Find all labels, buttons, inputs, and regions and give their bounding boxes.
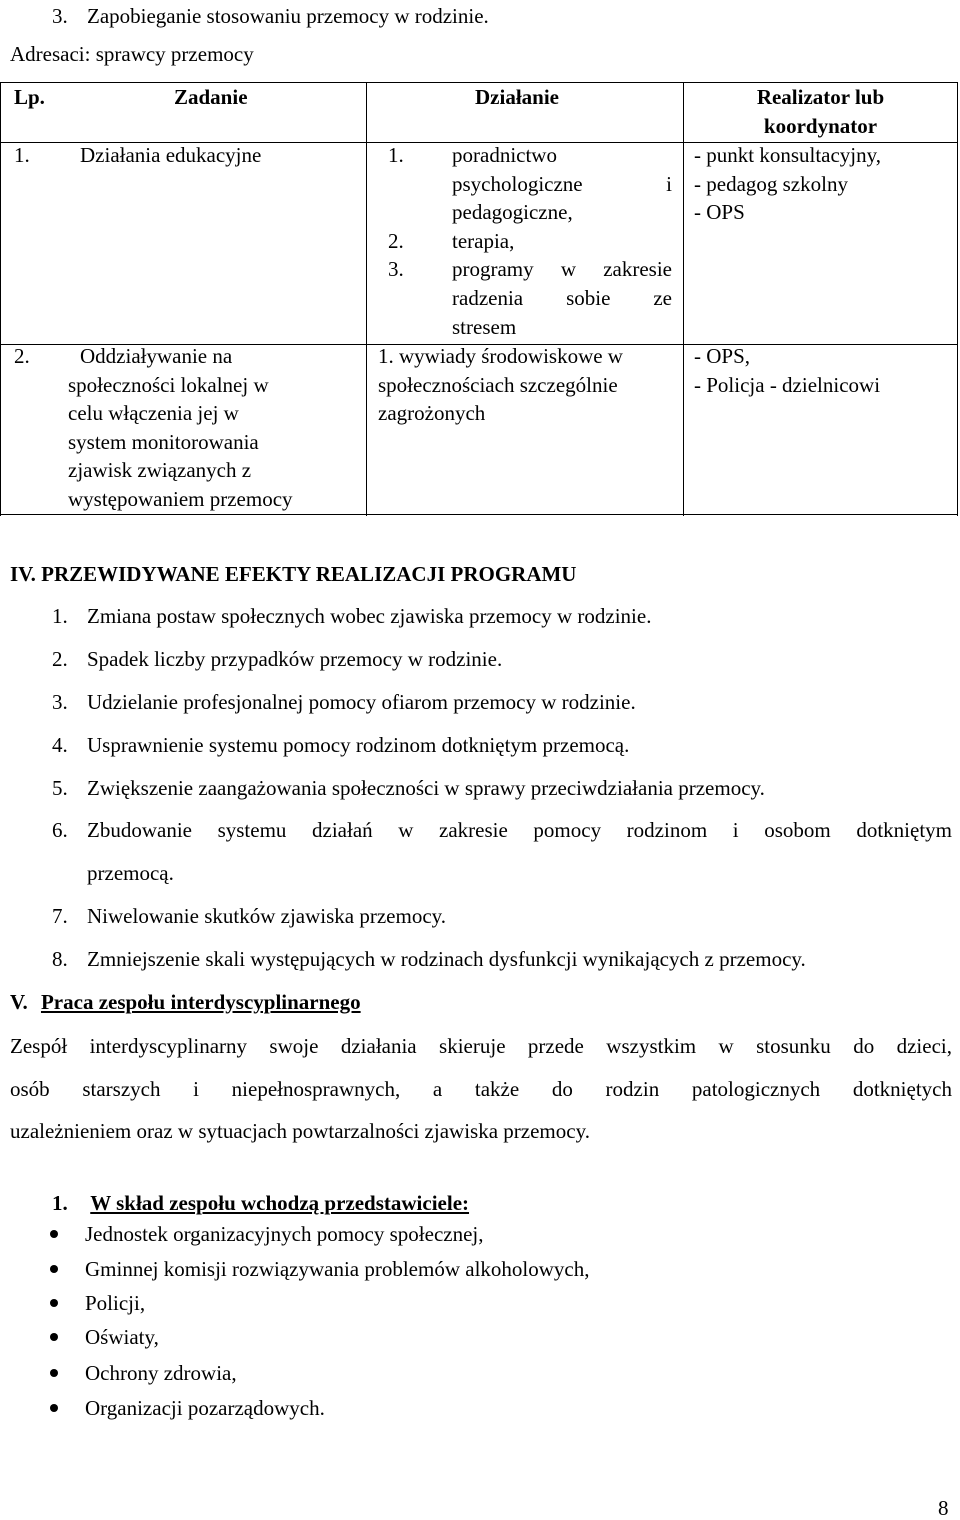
- header-zadanie: Zadanie: [174, 85, 248, 109]
- team-member-text: Oświaty,: [85, 1325, 159, 1349]
- effect-item-number: 1.: [52, 604, 68, 628]
- section-v-number: V.: [10, 990, 28, 1014]
- effect-item-text: Usprawnienie systemu pomocy rodzinom dotkniętym przemocą.: [87, 733, 630, 757]
- page-number: 8: [938, 1496, 949, 1520]
- intro-item-3: [52, 4, 489, 28]
- row1-dzialanie-line: psychologiczne i: [452, 171, 672, 196]
- row2-zadanie-line: występowaniem przemocy: [68, 486, 293, 511]
- row2-zadanie-line: społeczności lokalnej w: [68, 372, 269, 397]
- bullet-icon: [50, 1404, 58, 1412]
- section-v-title: Praca zespołu interdyscyplinarnego: [40, 990, 361, 1014]
- header-realizator-line2: koordynator: [763, 113, 878, 138]
- row2-dzialanie-line: zagrożonych: [378, 401, 486, 426]
- effect-item-number: 4.: [52, 733, 68, 757]
- paragraph-line: osób starszych i niepełnosprawnych, a także do rodzin patologicznych dotkniętych: [10, 1076, 952, 1101]
- row1-realizator-line: - pedagog szkolny: [694, 171, 848, 196]
- effect-item-number: 6.: [52, 818, 68, 842]
- header-lp: Lp.: [14, 85, 45, 109]
- row2-zadanie-line: celu włączenia jej w: [68, 401, 239, 426]
- effect-item-text: Spadek liczby przypadków przemocy w rodzinie.: [87, 647, 503, 671]
- row1-dzialanie-line: terapia,: [452, 228, 515, 253]
- row1-realizator: [694, 141, 881, 227]
- tasks-table: [0, 82, 958, 516]
- addressees-line: Adresaci: sprawcy przemocy: [10, 42, 254, 66]
- row2-realizator-line: - Policja - dzielnicowi: [694, 372, 881, 397]
- bullet-icon: [50, 1299, 58, 1307]
- paragraph-line: uzależnieniem oraz w sytuacjach powtarzalności zjawiska przemocy.: [10, 1119, 590, 1143]
- intro-item-3-text: Zapobieganie stosowaniu przemocy w rodzinie.: [87, 4, 489, 28]
- row2-lp: 2.: [14, 344, 30, 368]
- row1-dzialanie: [452, 141, 672, 341]
- row2-zadanie: [68, 342, 293, 514]
- effect-item: [52, 604, 651, 628]
- row1-dzialanie-num-1: 1.: [388, 143, 404, 167]
- intro-item-3-number: 3.: [52, 4, 68, 28]
- team-member-text: Policji,: [85, 1291, 146, 1315]
- team-composition-title: W skład zespołu wchodzą przedstawiciele:: [90, 1191, 470, 1215]
- bullet-icon: [50, 1265, 58, 1273]
- header-dzialanie: Działanie: [475, 85, 559, 109]
- row1-zadanie: Działania edukacyjne: [80, 143, 262, 167]
- effect-item-text: Udzielanie profesjonalnej pomocy ofiarom przemocy w rodzinie.: [87, 690, 636, 714]
- effect-item-text: Zwiększenie zaangażowania społeczności w sprawy przeciwdziałania przemocy.: [87, 776, 765, 800]
- team-member-item: [50, 1325, 159, 1349]
- header-realizator: [684, 83, 957, 140]
- row1-dzialanie-line: stresem: [452, 314, 517, 339]
- row1-dzialanie-line: poradnictwo: [452, 143, 557, 167]
- team-member-text: Gminnej komisji rozwiązywania problemów alkoholowych,: [85, 1257, 590, 1281]
- row1-dzialanie-line: radzenia sobie ze: [452, 285, 672, 310]
- effect-item-number: 3.: [52, 690, 68, 714]
- row2-dzialanie-line: 1. wywiady środowiskowe w: [378, 344, 623, 368]
- team-member-text: Ochrony zdrowia,: [85, 1361, 237, 1385]
- effect-item-continuation: przemocą.: [87, 861, 174, 885]
- section-iv-heading: IV. PRZEWIDYWANE EFEKTY REALIZACJI PROGRAMU: [10, 562, 577, 586]
- effect-item: [52, 776, 765, 800]
- bullet-icon: [50, 1230, 58, 1238]
- header-realizator-line1: Realizator lub: [756, 85, 885, 109]
- effect-item-number: 2.: [52, 647, 68, 671]
- row2-dzialanie: [378, 342, 623, 428]
- effect-item: [52, 733, 629, 757]
- effect-item: [52, 690, 636, 714]
- bullet-icon: [50, 1333, 58, 1341]
- row1-dzialanie-num-3: 3.: [388, 257, 404, 282]
- row2-dzialanie-line: społecznościach szczególnie: [378, 372, 618, 397]
- row2-zadanie-line: zjawisk związanych z: [68, 458, 252, 483]
- team-member-text: Organizacji pozarządowych.: [85, 1396, 325, 1420]
- row2-zadanie-line: system monitorowania: [68, 429, 259, 454]
- row1-dzialanie-numbers: [388, 141, 418, 284]
- effect-item-text: Niwelowanie skutków zjawiska przemocy.: [87, 904, 447, 928]
- team-member-item: [50, 1291, 145, 1315]
- row2-zadanie-line: Oddziaływanie na: [80, 344, 233, 368]
- team-member-text: Jednostek organizacyjnych pomocy społecznej,: [85, 1222, 484, 1246]
- effect-item: [52, 647, 502, 671]
- effect-item-number: 7.: [52, 904, 68, 928]
- effect-item-text: Zmniejszenie skali występujących w rodzinach dysfunkcji wynikających z przemocy.: [87, 947, 806, 971]
- effect-item: [52, 904, 446, 928]
- effect-item: [52, 947, 806, 971]
- row1-realizator-line: - punkt konsultacyjny,: [694, 143, 882, 167]
- row1-realizator-line: - OPS: [694, 200, 745, 225]
- effect-item-text: Zbudowanie systemu działań w zakresie pomocy rodzinom i osobom dotkniętym: [87, 818, 952, 842]
- section-v-paragraph: [10, 1025, 952, 1153]
- effect-item: [52, 818, 952, 842]
- row1-dzialanie-num-2: 2.: [388, 228, 404, 253]
- team-member-item: [50, 1396, 325, 1420]
- effect-item-number: 5.: [52, 776, 68, 800]
- team-member-item: [50, 1361, 237, 1385]
- bullet-icon: [50, 1369, 58, 1377]
- row2-realizator: [694, 342, 880, 399]
- team-member-item: [50, 1257, 589, 1281]
- row1-dzialanie-line: pedagogiczne,: [452, 200, 573, 225]
- effect-item-text: Zmiana postaw społecznych wobec zjawiska przemocy w rodzinie.: [87, 604, 652, 628]
- section-v-heading: [10, 990, 361, 1014]
- team-composition-number: 1.: [52, 1191, 68, 1215]
- paragraph-line: Zespół interdyscyplinarny swoje działania skieruje przede wszystkim w stosunku do dzieci,: [10, 1034, 952, 1058]
- team-member-item: [50, 1222, 484, 1246]
- row1-lp: 1.: [14, 143, 30, 167]
- team-composition-heading: [52, 1191, 469, 1215]
- row1-dzialanie-line: programy w zakresie: [452, 257, 672, 282]
- row2-realizator-line: - OPS,: [694, 344, 751, 368]
- effect-item-number: 8.: [52, 947, 68, 971]
